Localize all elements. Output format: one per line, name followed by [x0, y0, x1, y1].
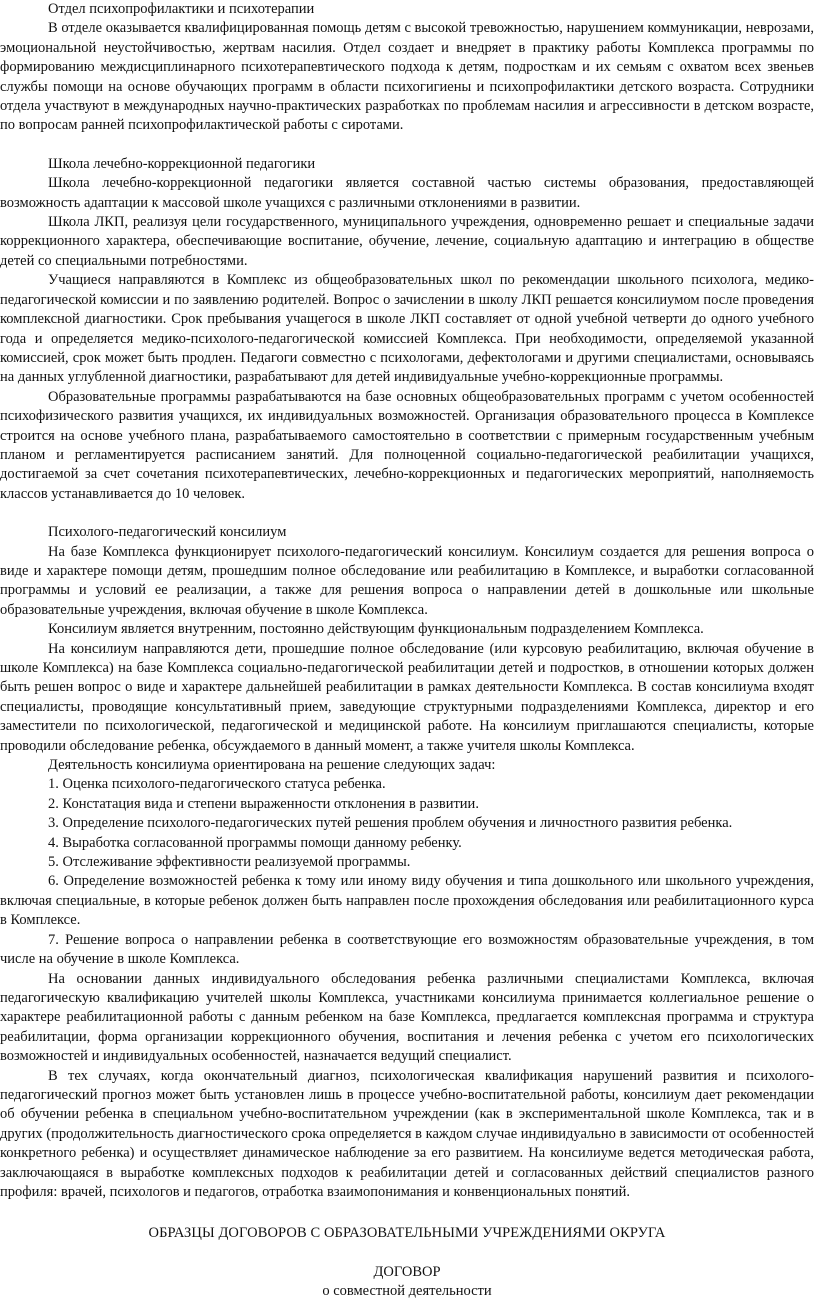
section-heading-psychoprophylaxis: Отдел психопрофилактики и психотерапии: [48, 1, 315, 17]
paragraph: Школа лечебно-коррекционной педагогики является составной частью системы образования, предоставляющей возможность адаптации к массовой школе учащихся с различными отклонениями в развитии.: [0, 175, 814, 211]
paragraph: Образовательные программы разрабатываются на базе основных общеобразовательных программ с учетом особенностей психофизического развития учащихся, их индивидуальных возможностей. Организация образовательного процесса в Комплексе строится на основе учебного плана, разрабатываемого самостоятельно в соответствии с примерным государственным учебным планом и регламентируется расписанием занятий. Для полноценной социально-педагогической реабилитации учащихся, достигаемой за счет сочетания психотерапевтических, лечебно-коррекционных и педагогических мероприятий, наполняемость классов устанавливается до 10 человек.: [0, 388, 814, 502]
samples-title: ОБРАЗЦЫ ДОГОВОРОВ С ОБРАЗОВАТЕЛЬНЫМИ УЧРЕЖДЕНИЯМИ ОКРУГА: [148, 1225, 666, 1242]
tasks-intro: Деятельность консилиума ориентирована на решение следующих задач:: [48, 757, 496, 774]
section-heading-school: Школа лечебно-коррекционной педагогики: [48, 155, 316, 172]
section-heading-council: Психолого-педагогический консилиум: [48, 524, 287, 541]
paragraph: На основании данных индивидуального обследования ребенка различными специалистами Комплекса, включая педагогическую квалификацию учителей школы Комплекса, участниками консилиума принимается коллегиальное решение о характере реабилитационной работы с данным ребенком на базе Комплекса, предлагается комплексная программа и структура реабилитации, форма организации коррекционного обучения, воспитания и лечения ребенка с учетом его психологических возможностей и индивидуальных особенностей, назначается ведущий специалист.: [0, 970, 814, 1065]
list-item: 2. Констатация вида и степени выраженности отклонения в развитии.: [48, 795, 479, 812]
paragraph: На базе Комплекса функционирует психолого-педагогический консилиум. Консилиум создается для решения вопроса о виде и характере помощи детям, прошедшим полное обследование или реабилитацию в Комплексе, и выработки согласованной программы и условий ее реализации, а также для решения вопроса о направлении детей в дошкольные или школьные образовательные учреждения, включая обучение в школе Комплекса.: [0, 543, 814, 618]
paragraph: На консилиум направляются дети, прошедшие полное обследование (или курсовую реабилитацию, включая обучение в школе Комплекса) на базе Комплекса социально-педагогической реабилитации детей и подростков, в отношении которых должен быть решен вопрос о виде и характере дальнейшей реабилитации в рамках деятельности Комплекса. В состав консилиума входят специалисты, проводящие консультативный прием, заведующие структурными подразделениями Комплекса, директор и его заместители по психологической, педагогической и медицинской работе. На консилиум приглашаются специалисты, которые проводили обследование ребенка, обсуждаемого в данный момент, а также учителя школы Комплекса.: [0, 640, 814, 754]
paragraph: В тех случаях, когда окончательный диагноз, психологическая квалификация нарушений развития и психолого-педагогический прогноз может быть установлен лишь в процессе учебно-воспитательной работы, консилиум дает рекомендации об обучении ребенка в специальном учебно-воспитательном учреждении (как в экспериментальной школе Комплекса, так и в других (продолжительность диагностического срока определяется в каждом случае индивидуально в зависимости от особенностей конкретного ребенка) и осуществляет динамическое наблюдение за его развитием. На консилиуме ведется методическая работа, заключающаяся в выработке комплексных подходов к реабилитации детей и согласованных действий специалистов разного профиля: врачей, психологов и педагогов, отработка взаимопонимания и конвенциональных понятий.: [0, 1067, 814, 1200]
list-item: 1. Оценка психолого-педагогического статуса ребенка.: [48, 776, 386, 793]
paragraph: В отделе оказывается квалифицированная помощь детям с высокой тревожностью, нарушением коммуникации, неврозами, эмоциональной неустойчивостью, жертвам насилия. Отдел создает и внедряет в практику работы Комплекса программы по формированию междисциплинарного психотерапевтического подхода к детям, подросткам и их семьям с охватом всех звеньев службы помощи на основе обучающих программ в области психогигиены и психопрофилактики детского возраста. Сотрудники отдела участвуют в международных научно-практических разработках по проблемам насилия и агрессивности в детском возрасте, по вопросам ранней психопрофилактической работы с сиротами.: [0, 20, 814, 134]
paragraph: Консилиум является внутренним, постоянно действующим функциональным подразделением Комплекса.: [48, 621, 704, 638]
paragraph: Школа ЛКП, реализуя цели государственного, муниципального учреждения, одновременно решает и специальные задачи коррекционного характера, обеспечивающие воспитание, обучение, лечение, социальную адаптацию и интеграцию в обществе детей со специальными потребностями.: [0, 214, 814, 269]
list-item: 3. Определение психолого-педагогических путей решения проблем обучения и личностного развития ребенка.: [48, 815, 733, 832]
spacer: [0, 1244, 814, 1263]
list-item: 5. Отслеживание эффективности реализуемой программы.: [48, 854, 411, 871]
list-item: 6. Определение возможностей ребенка к тому или иному виду обучения и типа дошкольного или школьного учреждения, включая специальные, в которые ребенок должен быть направлен после прохождения обследования или реабилитационного курса в Комплексе.: [0, 873, 814, 929]
spacer: [0, 1202, 814, 1224]
spacer: [0, 136, 814, 155]
paragraph: Учащиеся направляются в Комплекс из общеобразовательных школ по рекомендации школьного психолога, медико-педагогической комиссии и по заявлению родителей. Вопрос о зачислении в школу ЛКП решается консилиумом после проведения комплексной диагностики. Срок пребывания учащегося в школе ЛКП составляет от одной учебной четверти до одного учебного года и определяется медико-психолого-педагогической комиссией Комплекса. При необходимости, определяемой указанной комиссией, срок может быть продлен. Педагоги совместно с психологами, дефектологами и другими специалистами, основываясь на данных углубленной диагностики, разрабатывают для детей индивидуальные учебно-коррекционные программы.: [0, 272, 814, 386]
contract-subtitle: о совместной деятельности: [322, 1283, 492, 1300]
list-item: 7. Решение вопроса о направлении ребенка в соответствующие его возможностям образовательные учреждения, в том числе на обучение в школе Комплекса.: [0, 931, 814, 968]
list-item: 4. Выработка согласованной программы помощи данному ребенку.: [48, 834, 462, 851]
contract-title: ДОГОВОР: [373, 1263, 441, 1280]
spacer: [0, 504, 814, 523]
